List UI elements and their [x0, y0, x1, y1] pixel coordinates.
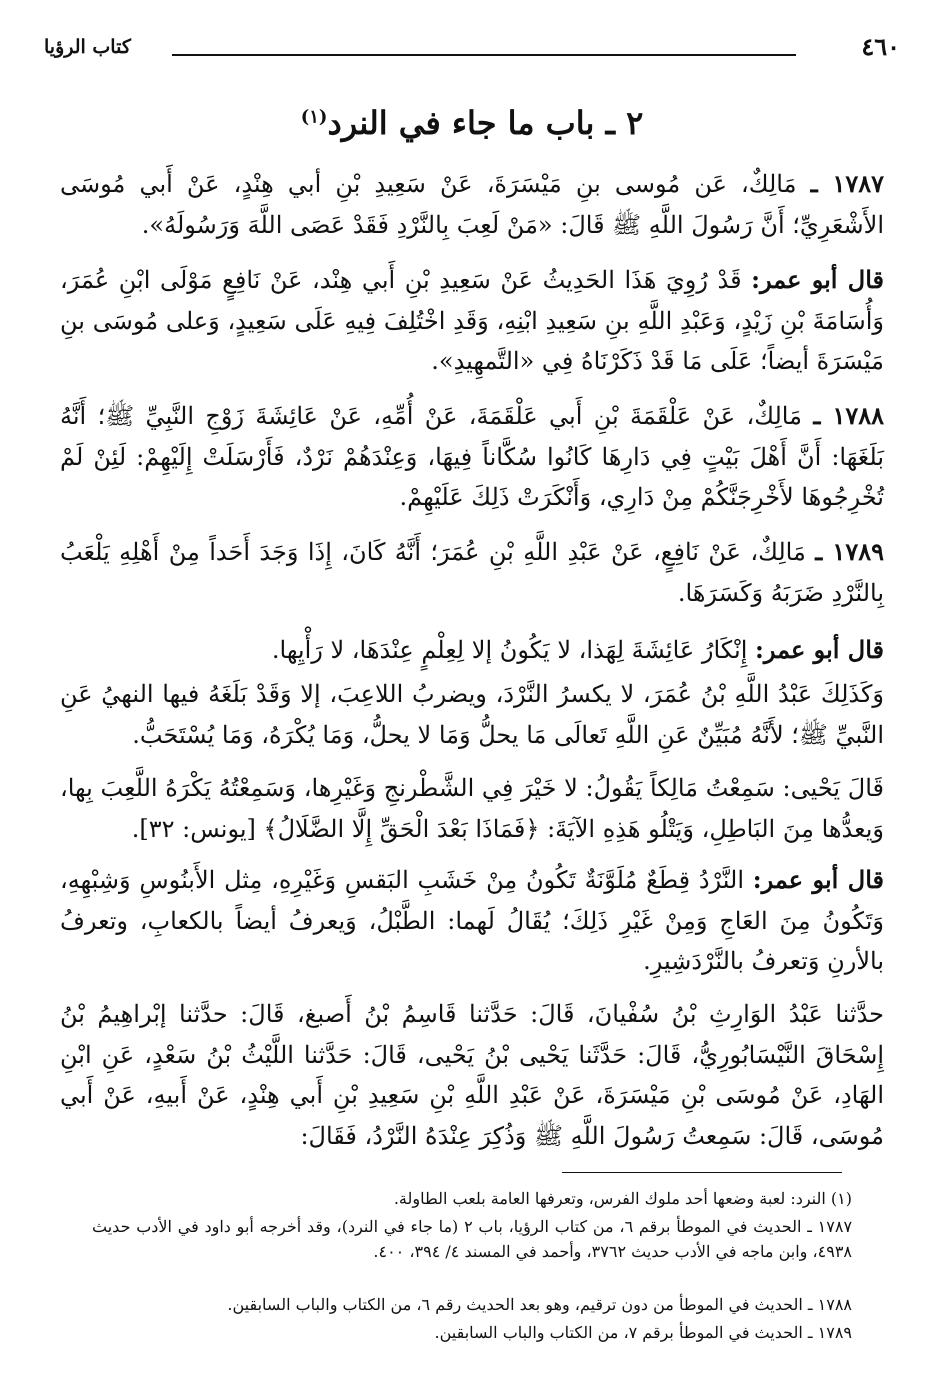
paragraph-text: مَالِكٌ، عَنْ عَلْقَمَةَ بْنِ أَبي عَلْقَمَةَ، عَنْ أُمِّهِ، عَنْ عَائِشَةَ زَوْجِ النَّبِيِّ ﷺ؛ أَنَّهُ بَلَغَهَا: أَنَّ أَهْلَ بَيْتٍ فِي دَارِهَا كَانُوا سُكَّاناً فِيهَا، وَعِنْدَهُمْ نَرْدٌ، فَأَرْسَلَتْ إِلَيْهِمْ: لَئِنْ لَمْ تُخْرِجُوهَا لأَخْرِجَنَّكُمْ مِنْ دَارِي، وَأَنْكَرَتْ ذَلِكَ عَلَيْهِمْ. — [60, 402, 884, 511]
hadith-paragraph — [60, 164, 884, 245]
commentary-paragraph — [60, 674, 884, 755]
paragraph-text: قَالَ يَحْيى: سَمِعْتُ مَالِكاً يَقُولُ: لا خَيْرَ فِي الشَّطْرنجِ وَغَيْرِها، وَسَمِعْتُهُ يَكْرَهُ اللَّعِبَ بِها، وَيعدُّها مِنَ البَاطِلِ، وَيَتْلُو هَذِهِ الآيَةَ: ﴿فَمَاذَا بَعْدَ الْحَقِّ إِلَّا الضَّلَالُ﴾ [يونس: ٣٢]. — [60, 774, 884, 843]
header-rule — [172, 54, 796, 56]
paragraph-text: مَالِكٌ، عَن مُوسى بنِ مَيْسَرَةَ، عَنْ سَعِيدِ بْنِ أبي هِنْدٍ، عَنْ أَبي مُوسَى الأَشْعَرِيِّ؛ أَنَّ رَسُولَ اللَّهِ ﷺ قَالَ: «مَنْ لَعِبَ بِالنَّرْدِ فَقَدْ عَصَى اللَّهَ وَرَسُولَهُ». — [60, 170, 884, 239]
commentary-paragraph — [60, 768, 884, 849]
paragraph-text: النَّرْدُ قِطَعٌ مُلَوَّنَةٌ تَكُونُ مِنْ خَشَبِ البَقسِ وَغَيْرِهِ، مِثل الأَبنُوسِ وَشِبْهِهِ، وَتَكُونُ مِنَ العَاجِ وَمِنْ غَيْرِ ذَلِكَ؛ يُقَالُ لَهما: الطَّبْلُ، وَيعرفُ أيضاً بالكعابِ، وتعرفُ بالأرنِ وَتعرفُ بالنَّرْدَشِيرِ. — [60, 866, 884, 975]
isnad-paragraph — [60, 994, 884, 1156]
paragraph-text: مَالِكٌ، عَنْ نَافِعٍ، عَنْ عَبْدِ اللَّهِ بْنِ عُمَرَ؛ أَنَّهُ كَانَ، إِذَا وَجَدَ أَحَداً مِنْ أَهْلِهِ يَلْعَبُ بِالنَّرْدِ ضَرَبَهُ وَكَسَرَهَا. — [60, 538, 884, 607]
hadith-number: ١٧٨٨ ـ — [813, 401, 884, 430]
footnote: ١٧٨٧ ـ الحديث في الموطأ برقم ٦، من كتاب الرؤيا، باب ٢ (ما جاء في النرد)، وقد أخرجه أبو داود في الأدب حديث ٤٩٣٨، وابن ماجه في الأدب حديث ٣٧٦٢، وأحمد في المسند ٤/ ٣٩٤، ٤٠٠. — [92, 1217, 853, 1261]
chapter-footnote-ref: (١) — [300, 106, 328, 128]
hadith-paragraph — [60, 532, 884, 613]
commentary-lead: قال أبو عمر: — [752, 865, 884, 894]
hadith-number: ١٧٨٩ ـ — [815, 537, 884, 566]
commentary-paragraph — [60, 860, 884, 982]
footnote-separator — [562, 1172, 842, 1173]
running-header — [44, 30, 900, 68]
hadith-number: ١٧٨٧ ـ — [810, 169, 884, 198]
chapter-title — [44, 104, 900, 142]
paragraph-text: قَدْ رُوِيَ هَذَا الحَدِيثُ عَنْ سَعِيدِ بْنِ أَبي هِنْد، عَنْ نَافِعٍ مَوْلَى ابْنِ عُمَرَ، وَأُسَامَةَ بْنِ زَيْدٍ، وَعَبْدِ اللَّهِ بنِ سَعِيدِ ابْنِهِ، وَقَدِ اخْتُلِفَ فِيهِ عَلَى سَعِيدٍ، وَعلى مُوسَى بنِ مَيْسَرَةَ أيضاً؛ عَلَى مَا قَدْ ذَكَرْنَاهُ فِي «التَّمهِيدِ». — [60, 266, 884, 375]
paragraph-text: حدَّثنا عَبْدُ الوَارِثِ بْنُ سُفْيانَ، قَالَ: حَدَّثنا قَاسِمُ بْنُ أَصبغ، قَالَ: حدَّثنا إبْراهِيمُ بْنُ إِسْحَاقَ النَّيْسَابُورِيُّ، قَالَ: حَدَّثَنا يَحْيى بْنُ يَحْيى، قَالَ: حَدَّثنا اللَّيْثُ بْنُ سَعْدٍ، عَنِ ابْنِ الهَادِ، عَنْ مُوسَى بْنِ مَيْسَرَةَ، عَنْ عَبْدِ اللَّهِ بْنِ سَعِيدِ بْنِ أَبي هِنْدٍ، عَنْ أَبيهِ، عَنْ أَبي مُوسَى، قَالَ: سَمِعتُ رَسُولَ اللَّهِ ﷺ وَذُكِرَ عِنْدَهُ النَّرْدُ، فَقَالَ: — [60, 1000, 885, 1150]
commentary-lead: قال أبو عمر: — [751, 265, 884, 294]
commentary-paragraph — [60, 630, 884, 671]
book-title: كتاب الرؤيا — [44, 36, 131, 58]
chapter-title-text: ٢ ـ باب ما جاء في النرد — [327, 104, 644, 142]
commentary-paragraph — [60, 260, 884, 382]
footnote: ١٧٨٨ ـ الحديث في الموطأ من دون ترقيم، وهو بعد الحديث رقم ٦، من الكتاب والباب السابقين. — [227, 1295, 852, 1314]
paragraph-text: وَكَذَلِكَ عَبْدُ اللَّهِ بْنُ عُمَرَ، لا يكسرُ النَّرْدَ، ويضربُ اللاعِبَ، إلا وَقَدْ بَلَغَهُ فيها النهيُ عَنِ النَّبيِّ ﷺ؛ لأَنَّهُ مُبَيِّنٌ عَنِ اللَّهِ تَعالَى مَا يحلُّ وَمَا لا يحلُّ، وَمَا يُكْرَهُ، وَمَا يُسْتَحَبُّ. — [60, 680, 884, 749]
commentary-lead: قال أبو عمر: — [755, 635, 884, 664]
footnote: (١) النرد: لعبة وضعها أحد ملوك الفرس، وتعرفها العامة بلعب الطاولة. — [393, 1189, 852, 1208]
page-number: ٤٦٠ — [861, 32, 900, 61]
hadith-paragraph — [60, 396, 884, 518]
footnote: ١٧٨٩ ـ الحديث في الموطأ برقم ٧، من الكتاب والباب السابقين. — [434, 1323, 852, 1342]
paragraph-text: إِنْكَارُ عَائِشَةَ لِهَذا، لا يَكُونُ إلا لِعِلْمٍ عِنْدَهَا، لا رَأْيِها. — [271, 636, 748, 664]
